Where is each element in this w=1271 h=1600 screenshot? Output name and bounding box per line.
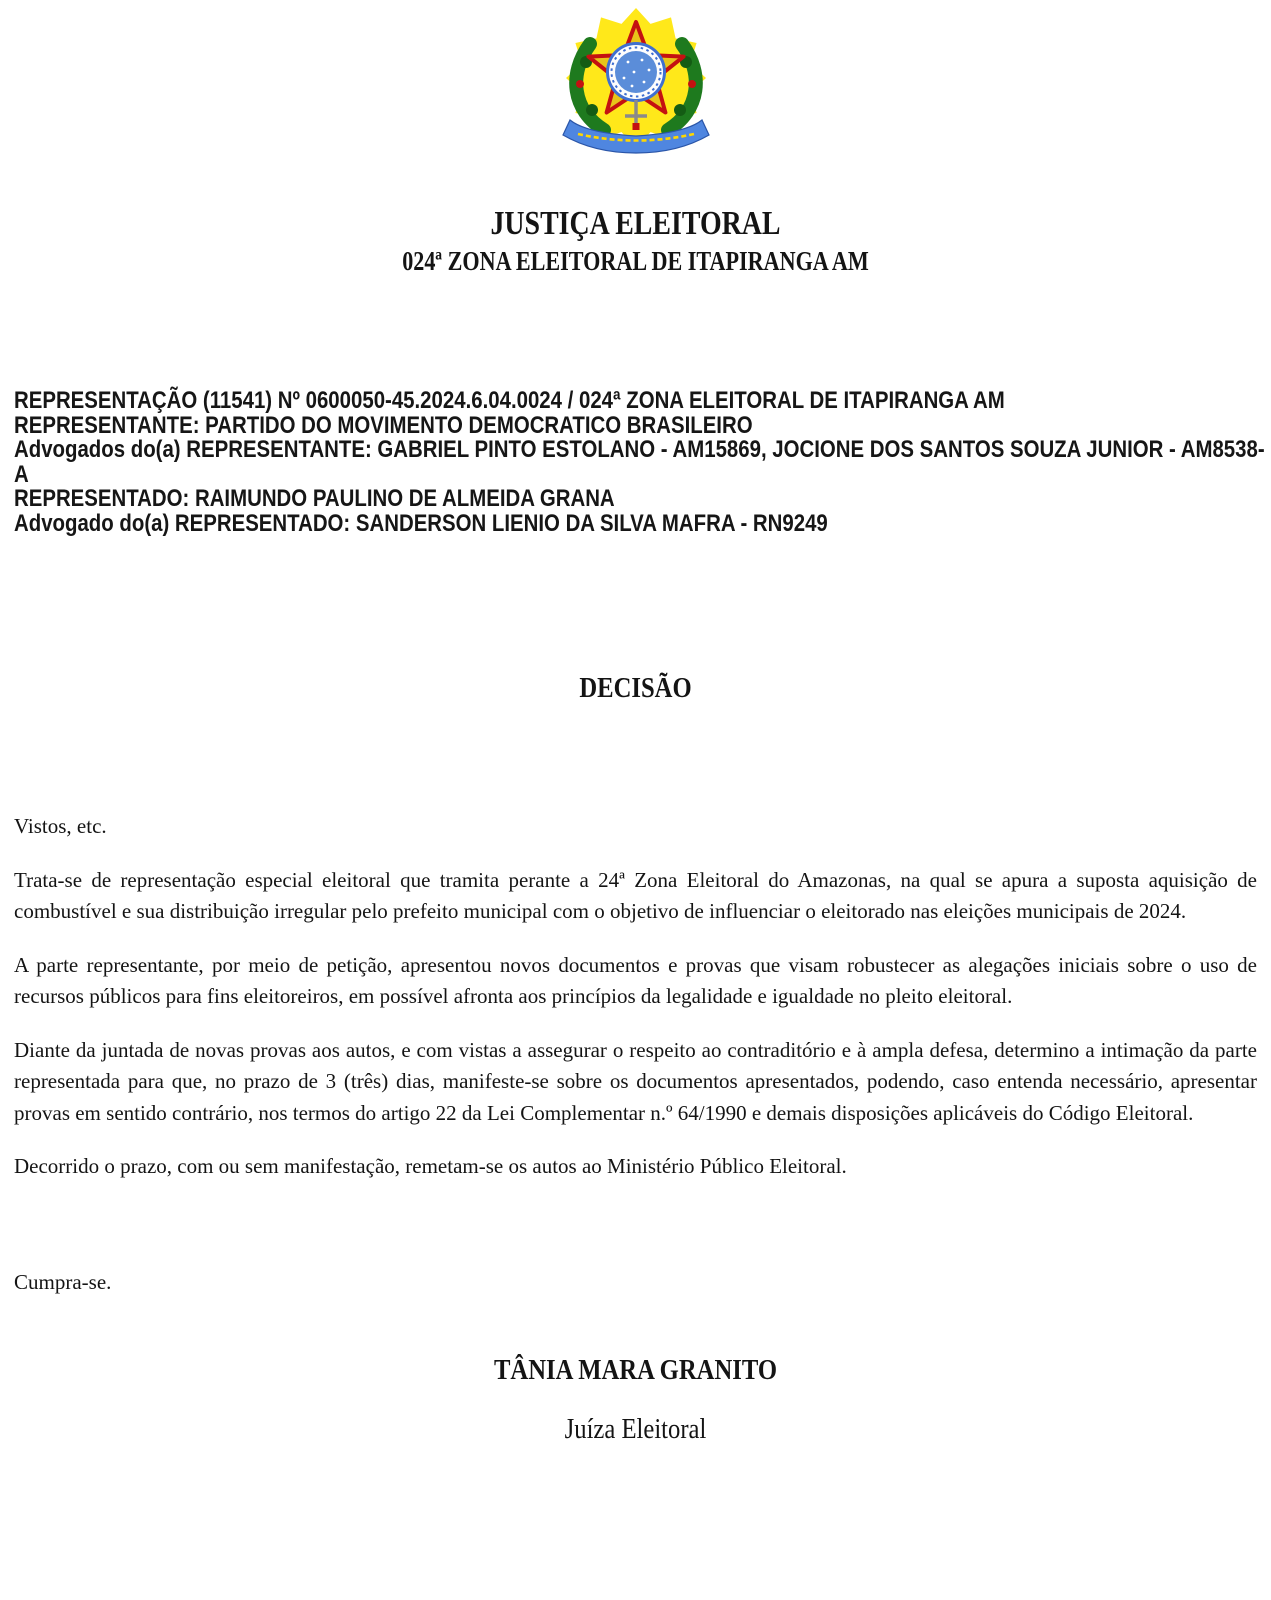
paragraph-vistos: Vistos, etc. — [14, 814, 107, 838]
case-number-line: REPRESENTAÇÃO (11541) Nº 0600050-45.2024.6.04.0024 / 024ª ZONA ELEITORAL DE ITAPIRANGA AM — [14, 387, 1005, 414]
crest-container — [14, 0, 1257, 158]
wreath-berry-left — [576, 80, 584, 88]
page-subtitle: 024ª ZONA ELEITORAL DE ITAPIRANGA AM — [402, 246, 869, 276]
brazil-coat-of-arms-icon — [556, 6, 716, 156]
case-header-block — [14, 387, 1265, 537]
paragraph-cumpra-se: Cumpra-se. — [14, 1269, 112, 1294]
judge-name: TÂNIA MARA GRANITO — [493, 1354, 778, 1386]
decision-body — [14, 811, 1257, 1298]
wreath-leaf-left-low — [586, 104, 598, 116]
representado-lawyer-line: Advogado do(a) REPRESENTADO: SANDERSON LIENIO DA SILVA MAFRA - RN9249 — [14, 509, 828, 537]
paragraph-decorrido-prazo: Decorrido o prazo, com ou sem manifestação, remetam-se os autos ao Ministério Público Eleitoral. — [14, 1154, 847, 1178]
representante-lawyers-line-wrap: A — [14, 460, 29, 488]
page-title: JUSTIÇA ELEITORAL — [490, 205, 781, 242]
decision-heading: DECISÃO — [579, 672, 692, 704]
paragraph-diante-da-juntada: Diante da juntada de novas provas aos autos, e com vistas a assegurar o respeito ao contraditório e à ampla defesa, determino a intimação da parte representada para que, no prazo de 3 (três) dias, manifeste-se sobre os documentos apresentados, podendo, caso entenda necessário, apresentar provas em sentido contrário, nos termos do artigo 22 da Lei Complementar n.º 64/1990 e demais disposições aplicáveis do Código Eleitoral. — [14, 1037, 1257, 1125]
judge-role: Juíza Eleitoral — [564, 1413, 707, 1445]
representado-line: REPRESENTADO: RAIMUNDO PAULINO DE ALMEIDA GRANA — [14, 485, 615, 512]
globe-disc — [615, 51, 657, 93]
paragraph-parte-representante: A parte representante, por meio de petição, apresentou novos documentos e provas que visam robustecer as alegações iniciais sobre o uso de recursos públicos para fins eleitoreiros, em possível afronta aos princípios da legalidade e igualdade no pleito eleitoral. — [14, 952, 1257, 1008]
wreath-berry-right — [688, 80, 696, 88]
paragraph-trata-se: Trata-se de representação especial eleitoral que tramita perante a 24ª Zona Eleitoral do Amazonas, na qual se apura a suposta aquisição de combustível e sua distribuição irregular pelo prefeito municipal com o objetivo de influenciar o eleitorado nas eleições municipais de 2024. — [14, 867, 1257, 923]
representante-lawyers-line: Advogados do(a) REPRESENTANTE: GABRIEL PINTO ESTOLANO - AM15869, JOCIONE DOS SANTOS SOUZA JUNIOR - AM8538- — [14, 436, 1265, 463]
wreath-leaf-right-low — [674, 104, 686, 116]
representante-line: REPRESENTANTE: PARTIDO DO MOVIMENTO DEMOCRATICO BRASILEIRO — [14, 411, 753, 439]
